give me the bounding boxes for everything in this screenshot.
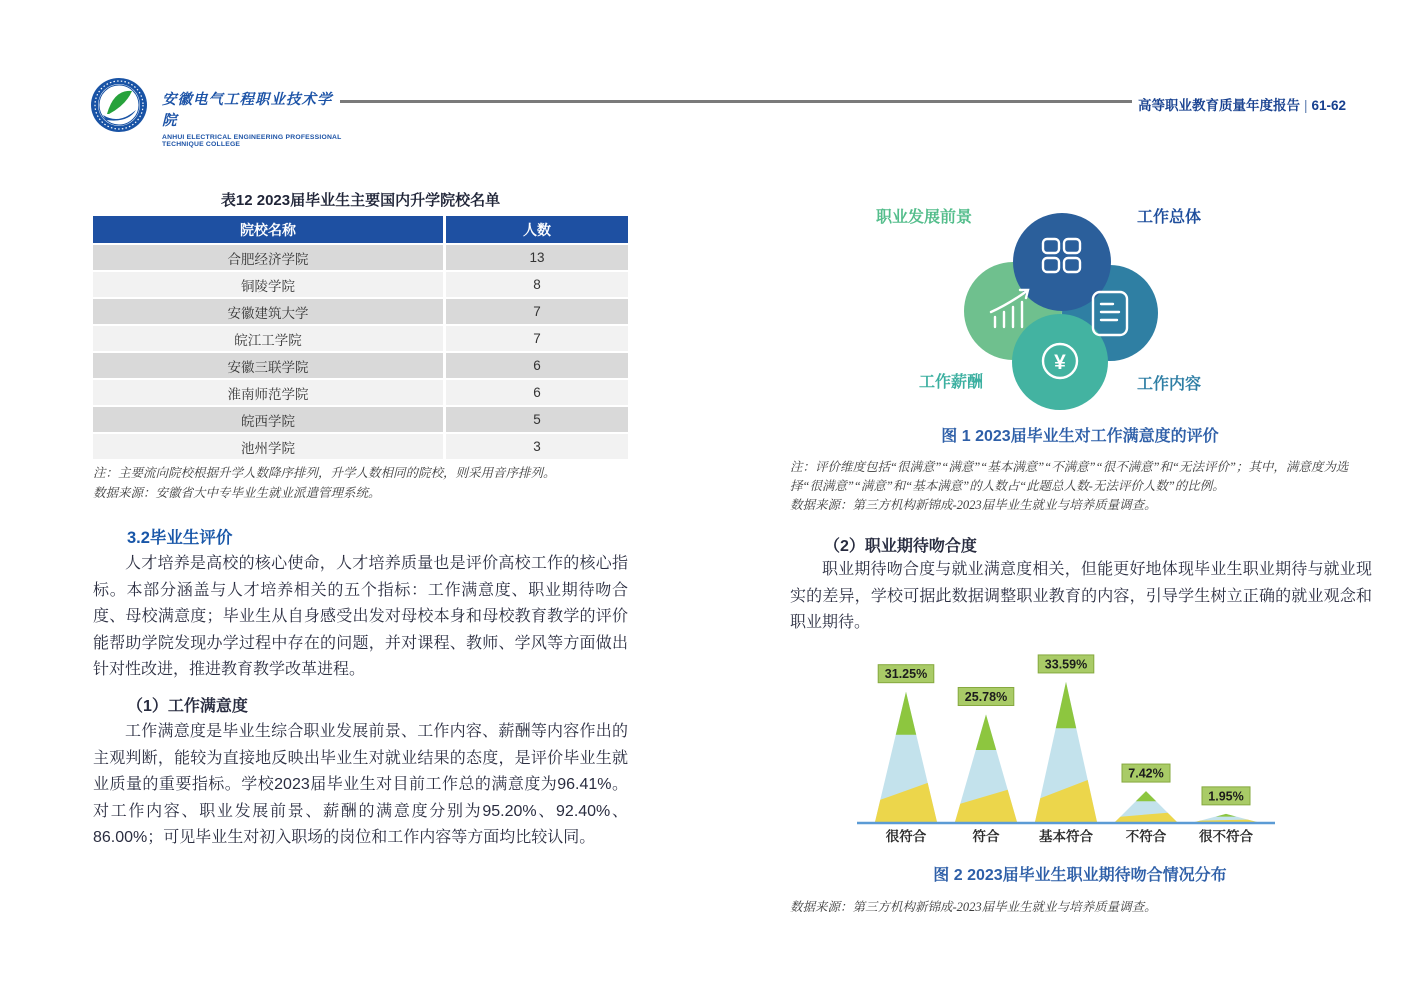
satisfaction-venn-diagram xyxy=(855,193,1265,423)
table-row xyxy=(93,299,628,324)
table-row xyxy=(93,245,628,270)
cell-school-name: 安徽三联学院 xyxy=(93,353,446,378)
cell-school-name: 铜陵学院 xyxy=(93,272,446,297)
expectation-fit-chart xyxy=(851,650,1281,850)
band-top xyxy=(1136,791,1156,801)
cell-count: 3 xyxy=(446,434,628,459)
college-name-en: ANHUI ELECTRICAL ENGINEERING PROFESSIONAL TECHNIQUE COLLEGE xyxy=(162,134,342,148)
category-label: 符合 xyxy=(972,829,1000,844)
cell-count: 6 xyxy=(446,380,628,405)
cell-count: 13 xyxy=(446,245,628,270)
table-row xyxy=(93,272,628,297)
category-label: 基本符合 xyxy=(1039,829,1093,844)
figure1-notes xyxy=(790,458,1368,515)
table-row xyxy=(93,353,628,378)
figure1-caption: 图 1 2023届毕业生对工作满意度的评价 xyxy=(941,428,1219,445)
table-title: 表12 2023届毕业生主要国内升学院校名单 xyxy=(220,192,501,209)
figure1-note: 注：评价维度包括“很满意”“满意”“基本满意”“不满意”“很不满意”和“无法评价”；其中，满意度为选择“很满意”“满意”和“基本满意”的人数占“此题总人数-无法评价人数”的比例。 xyxy=(790,460,1349,493)
data-label: 25.78% xyxy=(964,689,1008,704)
column-header-school: 院校名称 xyxy=(93,216,446,243)
table-row xyxy=(93,434,628,459)
table-row xyxy=(93,380,628,405)
cell-school-name: 淮南师范学院 xyxy=(93,380,446,405)
data-label: 33.59% xyxy=(1044,657,1088,672)
sub2-heading: （2）职业期待吻合度 xyxy=(824,538,977,555)
page-range: 61-62 xyxy=(1311,98,1347,113)
cell-count: 5 xyxy=(446,407,628,432)
venn-label-overall: 工作总体 xyxy=(1137,209,1202,226)
figure2-source: 数据来源：第三方机构新锦成-2023届毕业生就业与培养质量调查。 xyxy=(790,900,1157,914)
sub2-paragraph: 职业期待吻合度与就业满意度相关，但能更好地体现毕业生职业期待与就业现实的差异，学校可据此数据调整职业教育的内容，引导学生树立正确的就业观念和职业期待。 xyxy=(790,561,1372,631)
data-label: 31.25% xyxy=(884,667,928,682)
band-top xyxy=(1216,814,1236,817)
sub1-heading: （1）工作满意度 xyxy=(127,698,248,715)
data-label: 1.95% xyxy=(1208,789,1244,804)
table-row xyxy=(93,407,628,432)
header-separator: | xyxy=(1304,98,1308,113)
band-top xyxy=(1056,682,1076,728)
cell-count: 7 xyxy=(446,299,628,324)
venn-label-salary: 工作薪酬 xyxy=(919,374,984,391)
college-name-block xyxy=(162,88,342,148)
section-paragraph: 人才培养是高校的核心使命，人才培养质量也是评价高校工作的核心指标。本部分涵盖与人才培养相关的五个指标：工作满意度、职业期待吻合度、母校满意度；毕业生从自身感受出发对母校本身和母校教育教学的评价能帮助学院发现办学过程中存在的问题，并对课程、教师、学风等方面做出针对性改进，推进教育教学改革进程。 xyxy=(93,555,628,678)
band-top xyxy=(976,715,996,751)
cell-school-name: 安徽建筑大学 xyxy=(93,299,446,324)
sub1-paragraph: 工作满意度是毕业生综合职业发展前景、工作内容、薪酬等内容作出的主观判断，能较为直接地反映出毕业生对就业结果的态度，是评价毕业生就业质量的重要指标。学校2023届毕业生对目前工作总的满意度为96.41%。对工作内容、职业发展前景、薪酬的满意度分别为95.20%、92.40%、86.00%；可见毕业生对初入职场的岗位和工作内容等方面均比较认同。 xyxy=(93,723,628,846)
section-heading: 3.2毕业生评价 xyxy=(127,529,233,547)
figure1-source: 数据来源：第三方机构新锦成-2023届毕业生就业与培养质量调查。 xyxy=(790,498,1157,512)
table-source: 数据来源：安徽省大中专毕业生就业派遣管理系统。 xyxy=(93,486,381,500)
column-header-count: 人数 xyxy=(446,216,628,243)
header-title xyxy=(1138,94,1346,114)
table-notes xyxy=(93,463,638,503)
venn-label-career-prospect: 职业发展前景 xyxy=(876,209,973,226)
cell-school-name: 皖西学院 xyxy=(93,407,446,432)
cell-school-name: 皖江工学院 xyxy=(93,326,446,351)
table-header-row xyxy=(93,216,628,243)
table-note: 注：主要流向院校根据升学人数降序排列，升学人数相同的院校，则采用音序排列。 xyxy=(93,466,556,480)
category-label: 很符合 xyxy=(885,829,927,844)
report-title: 高等职业教育质量年度报告 xyxy=(1138,98,1300,113)
svg-text:¥: ¥ xyxy=(1054,351,1066,374)
table-row xyxy=(93,326,628,351)
cell-school-name: 合肥经济学院 xyxy=(93,245,446,270)
band-top xyxy=(896,692,916,735)
college-table xyxy=(93,214,628,461)
venn-label-work-content: 工作内容 xyxy=(1137,376,1202,393)
data-label: 7.42% xyxy=(1128,766,1164,781)
cell-count: 6 xyxy=(446,353,628,378)
cell-school-name: 池州学院 xyxy=(93,434,446,459)
college-logo-icon xyxy=(86,76,152,134)
header-divider xyxy=(340,100,1132,103)
cell-count: 8 xyxy=(446,272,628,297)
venn-circle-overall xyxy=(1013,213,1111,311)
figure2-caption: 图 2 2023届毕业生职业期待吻合情况分布 xyxy=(933,867,1227,884)
college-name-cn: 安徽电气工程职业技术学院 xyxy=(162,92,333,129)
category-label: 很不符合 xyxy=(1199,829,1253,844)
cell-count: 7 xyxy=(446,326,628,351)
category-label: 不符合 xyxy=(1125,829,1167,844)
